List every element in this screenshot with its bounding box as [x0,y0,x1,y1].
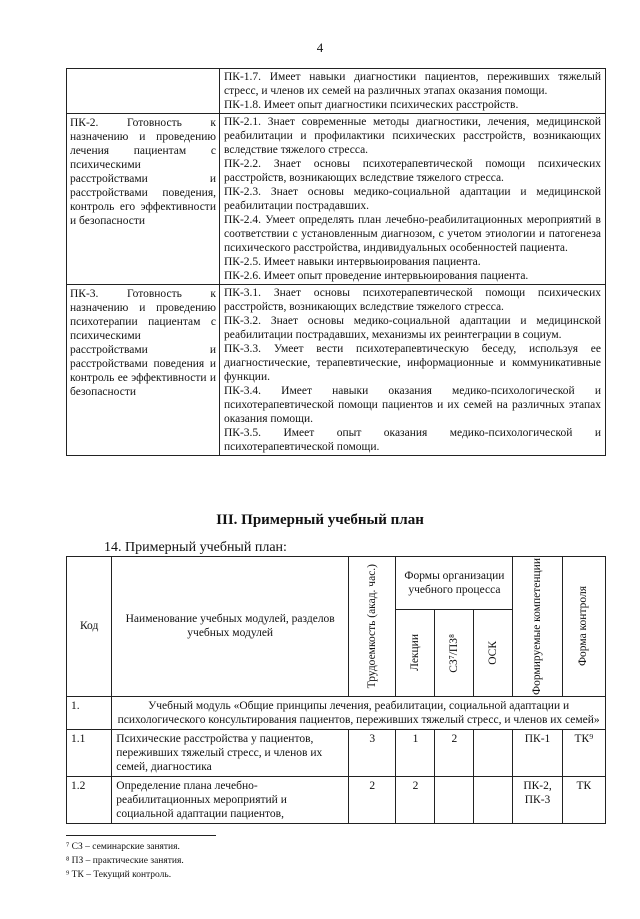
competency-row [67,285,606,456]
footnote: ⁹ ТК – Текущий контроль. [66,870,172,880]
row-sz: 2 [435,729,474,776]
row-sz [435,776,474,823]
page-number: 4 [316,40,324,55]
competency-item: ПК-2.2. Знает основы психотерапевтической помощи психических расстройств, возникающих вследствие тяжелого стресса. [224,158,601,184]
competency-item: ПК-3.3. Умеет вести психотерапевтическую беседу, используя ее диагностические, терапевтические, информационные и коммуникативные функции. [224,343,601,383]
competency-row [67,69,606,114]
plan-caption: 14. Примерный учебный план: [104,540,287,555]
row-name: Определение плана лечебно-реабилитационных мероприятий и социальной адаптации пациентов, [112,776,349,823]
table-row [67,776,606,823]
header-forms: Формы организации учебного процесса [396,557,513,610]
row-labor: 2 [349,776,396,823]
competency-item: ПК-2.4. Умеет определять план лечебно-реабилитационных мероприятий в соответствии с установленным диагнозом, с учетом этиологии и патогенеза психического расстройства, индивидуальных особенностей пациента. [224,214,601,254]
row-lectures: 2 [396,776,435,823]
competency-row [67,114,606,285]
row-osk [474,729,513,776]
header-lectures: Лекции [408,634,421,672]
footnote-divider [66,835,216,836]
section-title: III. Примерный учебный план [216,512,424,528]
competency-item: ПК-3.2. Знает основы медико-социальной адаптации и медицинской реабилитации пострадавших, механизмы их реинтеграции в социум. [224,315,601,341]
module-title: Учебный модуль «Общие принципы лечения, реабилитации, социальной адаптации и психологического консультирования пациентов, переживших тяжелый стресс, и членов их семей» [112,696,606,729]
module-code: 1. [67,696,112,729]
competency-item: ПК-2.3. Знает основы медико-социальной адаптации и медицинской реабилитации пострадавших. [224,186,601,212]
header-competencies: Формируемые компетенции [531,558,544,695]
footnote: ⁸ ПЗ – практические занятия. [66,856,184,866]
competency-item: ПК-2.5. Имеет навыки интервьюирования пациента. [224,256,481,268]
row-control: ТК [562,776,605,823]
competency-table [66,68,606,456]
competency-title: ПК-2. Готовность к назначению и проведению лечения пациентам с психическими расстройствами и расстройствами поведения, контроль его эффективности и безопасности [67,114,220,285]
header-code: Код [67,557,112,697]
competency-item: ПК-3.4. Имеет навыки оказания медико-психологической и психотерапевтической помощи пациентов и их семей на различных этапах оказания помощи. [224,385,601,425]
competency-item: ПК-2.6. Имеет опыт проведение интервьюирования пациента. [224,270,529,282]
competency-item: ПК-1.8. Имеет опыт диагностики психических расстройств. [224,99,519,111]
competency-item: ПК-1.7. Имеет навыки диагностики пациентов, переживших тяжелый стресс, и членов их семей на различных этапах оказания помощи. [224,71,601,97]
header-control: Форма контроля [577,586,590,667]
curriculum-table [66,556,606,824]
row-code: 1.1 [67,729,112,776]
row-lectures: 1 [396,729,435,776]
row-labor: 3 [349,729,396,776]
table-row [67,729,606,776]
row-osk [474,776,513,823]
header-osk: ОСК [486,640,499,665]
row-competencies: ПК-1 [513,729,562,776]
row-code: 1.2 [67,776,112,823]
competency-item: ПК-3.5. Имеет опыт оказания медико-психологической и психотерапевтической помощи. [224,427,601,453]
row-name: Психические расстройства у пациентов, переживших тяжелый стресс, и членов их семей, диагностика [112,729,349,776]
row-control: ТК⁹ [562,729,605,776]
header-labor: Трудоемкость (акад. час.) [365,564,378,689]
competency-title [67,69,220,114]
competency-item: ПК-2.1. Знает современные методы диагностики, лечения, медицинской реабилитации и профилактики психических расстройств, возникающих вследствие тяжелого стресса. [224,116,601,156]
module-row [67,696,606,729]
header-sz-pz: СЗ⁷/ПЗ⁸ [447,633,460,673]
competency-title: ПК-3. Готовность к назначению и проведению психотерапии пациентам с психическими расстройствами и расстройствами поведения и контроль ее эффективности и безопасности [67,285,220,456]
header-name: Наименование учебных модулей, разделов учебных модулей [112,557,349,697]
row-competencies: ПК-2, ПК-3 [513,776,562,823]
competency-item: ПК-3.1. Знает основы психотерапевтической помощи психических расстройств, возникающих вследствие тяжелого стресса. [224,287,601,313]
footnote: ⁷ СЗ – семинарские занятия. [66,842,180,852]
